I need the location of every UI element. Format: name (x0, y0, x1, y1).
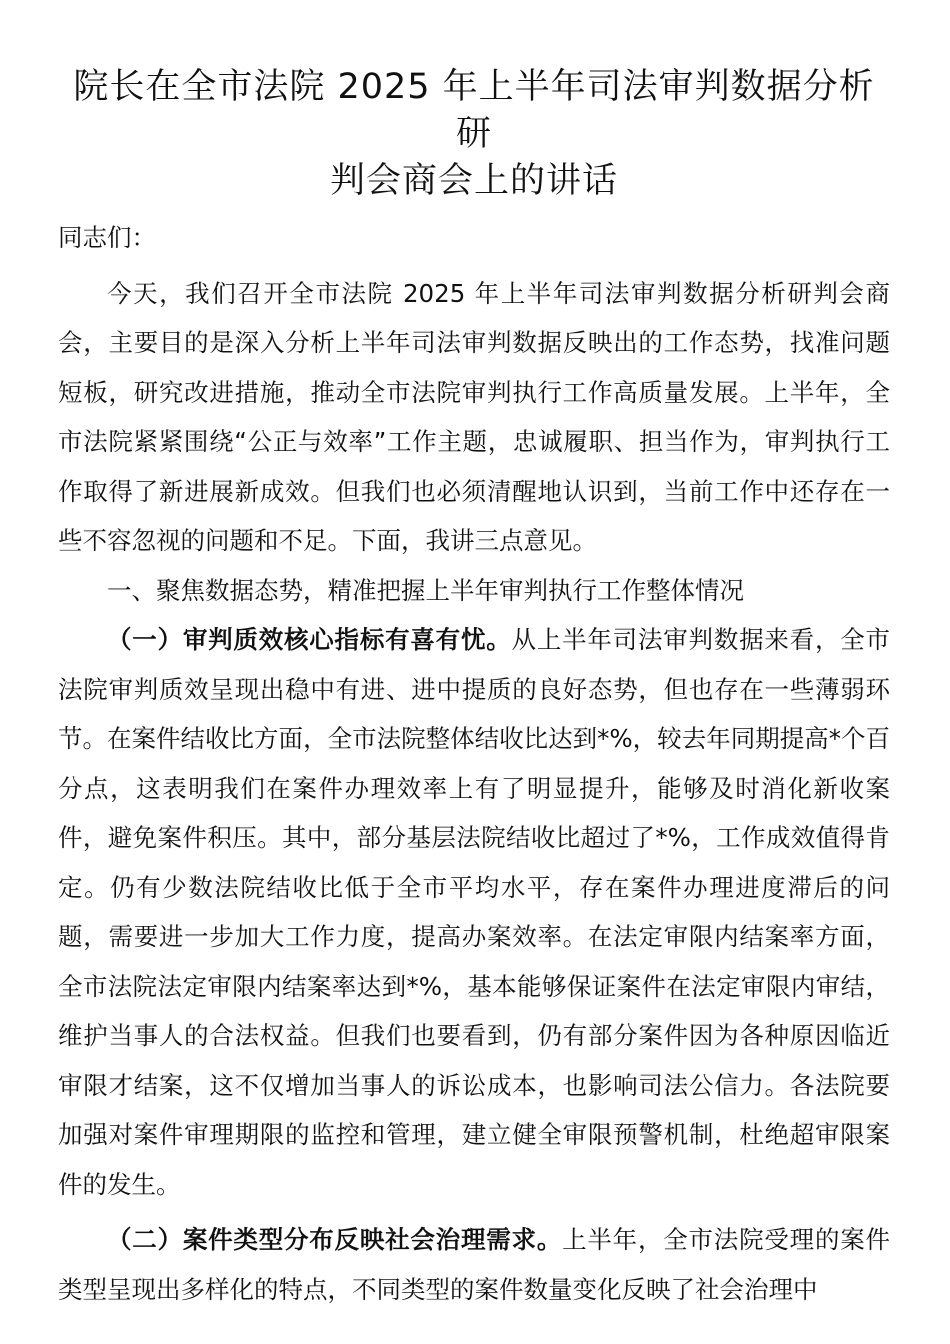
document-title (58, 64, 890, 205)
subsection-2-body: 上半年，全市法院受理的案件类型呈现出多样化的特点，不同类型的案件数量变化反映了社会治理中 (58, 1225, 891, 1304)
subsection-1-paragraph (58, 615, 890, 1209)
subsection-2-lead: （二）案件类型分布反映社会治理需求。 (107, 1225, 563, 1254)
subsection-1-lead: （一）审判质效核心指标有喜有忧。 (107, 625, 512, 654)
document-page (58, 64, 890, 1314)
subsection-2-paragraph (58, 1215, 890, 1314)
title-line-1: 院长在全市法院 2025 年上半年司法审判数据分析研 (73, 67, 875, 154)
intro-paragraph: 今天，我们召开全市法院 2025 年上半年司法审判数据分析研判会商会，主要目的是深入分析上半年司法审判数据反映出的工作态势，找准问题短板，研究改进措施，推动全市法院审判执行工作高质量发展。上半年，全市法院紧紧围绕“公正与效率”工作主题，忠诚履职、担当作为，审判执行工作取得了新进展新成效。但我们也必须清醒地认识到，当前工作中还存在一些不容忽视的问题和不足。下面，我讲三点意见。 (58, 278, 890, 555)
title-line-2: 判会商会上的讲话 (329, 161, 618, 201)
section-1-heading: 一、聚焦数据态势，精准把握上半年审判执行工作整体情况 (107, 575, 744, 605)
subsection-1-body: 从上半年司法审判数据来看，全市法院审判质效呈现出稳中有进、进中提质的良好态势，但也存在一些薄弱环节。在案件结收比方面，全市法院整体结收比达到*%，较去年同期提高*个百分点，这表明我们在案件办理效率上有了明显提升，能够及时消化新收案件，避免案件积压。其中，部分基层法院结收比超过了*%，工作成效值得肯定。仍有少数法院结收比低于全市平均水平，存在案件办理进度滞后的问题，需要进一步加大工作力度，提高办案效率。在法定审限内结案率方面，全市法院法定审限内结案率达到*%，基本能够保证案件在法定审限内审结，维护当事人的合法权益。但我们也要看到，仍有部分案件因为各种原因临近审限才结案，这不仅增加当事人的诉讼成本，也影响司法公信力。各法院要加强对案件审理期限的监控和管理，建立健全审限预警机制，杜绝超审限案件的发生。 (58, 625, 891, 1199)
salutation: 同志们： (58, 223, 156, 252)
